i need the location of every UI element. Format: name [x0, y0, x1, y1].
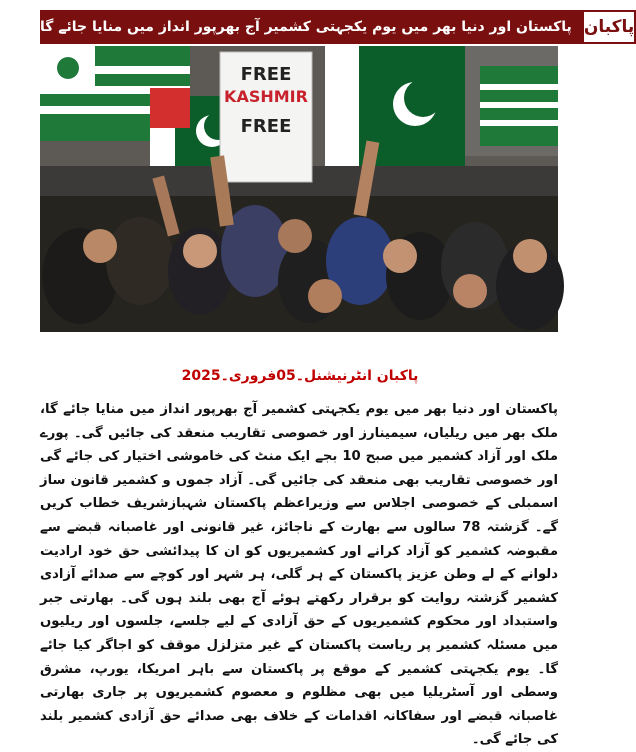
red-flag	[150, 88, 190, 128]
free-kashmir-sign	[220, 52, 312, 182]
protest-photo	[40, 46, 558, 332]
article-body: پاکستان اور دنیا بھر میں یوم یکجہتی کشمیر آج بھرپور انداز میں منایا جائے گا، ملک بھر میں ریلیاں، سیمینارز اور خصوصی تقاریب منعقد کی جائیں گی۔ پورے ملک اور آزاد کشمیر میں صبح 10 بجے ایک منٹ کی خاموشی اختیار کی جائے گی اور خصوصی تقاریب بھی منعقد کی جائیں گی۔ آزاد جموں و کشمیر قانون ساز اسمبلی کے خصوصی اجلاس سے وزیراعظم پاکستان شہبازشریف خطاب کریں گے۔ گزشتہ 78 سالوں سے بھارت کے ناجائز، غیر قانونی اور غاصبانہ قبضے سے مقبوضہ کشمیر کو آزاد کرانے اور کشمیریوں کو ان کا پیدائشی حق خود ارادیت دلوانے کے لے وطن عزیز پاکستان کے ہر گلی، ہر شہر اور کوچے سے صدائے آزادی کشمیر گزشتہ روایت کو برقرار رکھتے ہوئے آج بھی بلند ہوں گی۔ بھارتی جبر واستبداد اور محکوم کشمیریوں کے حق آزادی کے لیے جلسے، جلسوں اور ریلیوں میں مسئلہ کشمیر پر ریاست پاکستان کے غیر متزلزل موقف کو اجاگر کیا جائے گا۔ یوم یکجہتی کشمیر کے موقع پر پاکستان سے باہر امریکا، یورپ، مشرق وسطی اور آسٹریلیا میں بھی مظلوم و معصوم کشمیریوں پر جاری بھارتی غاصبانہ قبضے اور سفاکانہ اقدامات کے خلاف بھی صدائے حق آزادی کشمیر بلند کی جائے گی۔	[40, 402, 558, 748]
dateline: پاکبان انٹرنیشنل۔05فروری۔2025	[181, 368, 419, 384]
protest-photo-illustration	[40, 46, 558, 332]
kashmir-flag-right	[480, 66, 558, 146]
sign-text-free: FREE	[240, 64, 292, 85]
headline: پاکستان اور دنیا بھر میں یوم یکجہتی کشمیر آج بھرپور انداز میں منایا جائے گا	[40, 10, 582, 44]
pakistan-flag-right	[325, 46, 465, 166]
sign-text-free-second: FREE	[240, 116, 292, 137]
brand-logo: پاکبان	[582, 10, 636, 44]
headline-bar	[40, 10, 635, 44]
sign-text-kashmir: KASHMIR	[224, 87, 308, 106]
